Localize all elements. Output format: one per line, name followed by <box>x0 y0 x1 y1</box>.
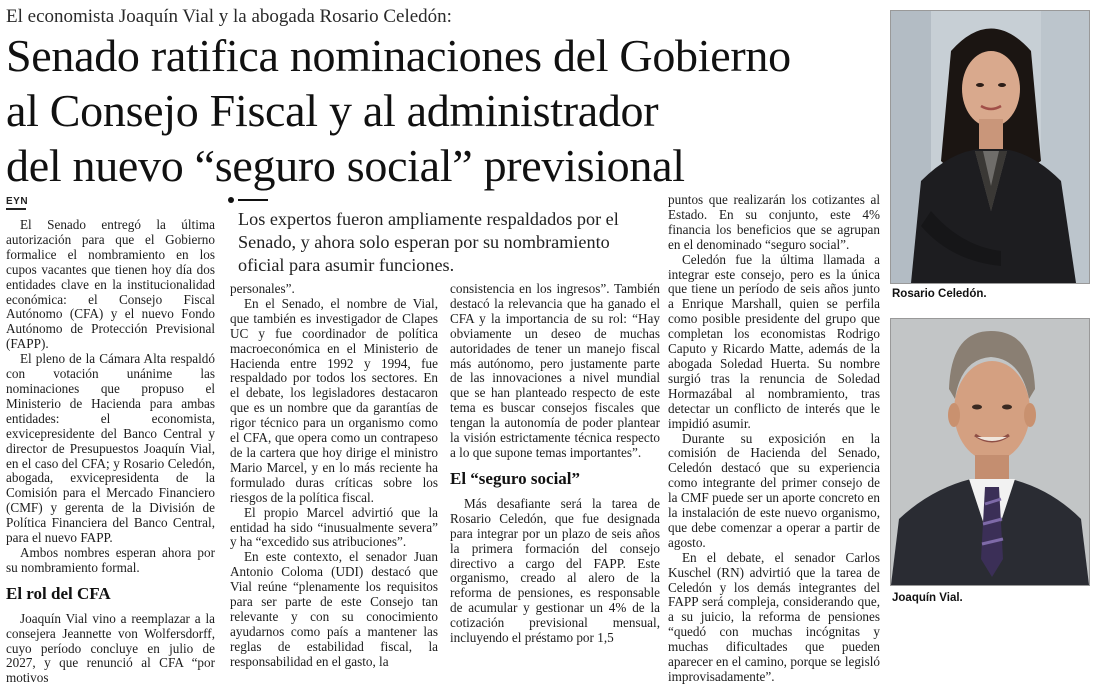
paragraph: En el debate, el senador Carlos Kuschel (RN) advirtió que la tarea de Celedón y los demás integrantes del FAPP será compleja, considerando que, a su juicio, la reforma de pensiones “quedó con muchas incógnitas y muchas dificultades que pueden aparecer en el camino, porque se legisló improvisadamente”. <box>668 549 880 684</box>
photo-caption: Joaquín Vial. <box>892 592 963 604</box>
headline <box>6 28 876 193</box>
byline: EYN <box>6 196 29 207</box>
paragraph: En el Senado, el nombre de Vial, que también es investigador de Clapes UC y fue coordinador de política macroeconómica en el Ministerio de Hacienda entre 1992 y 1994, fue respaldado por todos los sectores. En el debate, los legisladores destacaron que es un nombre que da garantías de rigor técnico para un organismo como el CFA, que opera como un contrapeso de la cartera que hoy dirige el ministro Mario Marcel, y en lo más reciente ha formulado duras críticas sobre los riesgos de la política fiscal. <box>230 295 438 505</box>
deck-rule <box>238 199 268 201</box>
paragraph: Joaquín Vial vino a reemplazar a la consejera Jeannette von Wolfersdorff, cuyo período concluye en julio de 2027, y que renunció al CFA “por motivos <box>6 610 215 686</box>
paragraph: consistencia en los ingresos”. También destacó la relevancia que ha ganado el CFA y la importancia de su rol: “Hay obviamente un deseo de muchas autoridades de tener un manejo fiscal más autónomo, pero justamente parte de las innovaciones a nivel mundial que se han planteado respecto de este tema es buscar consejos fiscales que tengan la autonomía de poder plantear la visión estrictamente técnica respecto a lo que supone temas importantes”. <box>450 281 660 460</box>
paragraph: Celedón fue la última llamada a integrar este consejo, pero es la única que tiene un período de seis años junto a Enrique Marshall, quien se perfila como posible presidente del grupo que completan los economistas Rodrigo Caputo y Ricardo Matte, además de la abogada Soledad Huerta. Su nombre surgió tras la renuncia de Soledad Hormazábal al nombramiento, tras detectar un conflicto de interés que le impidió asumir. <box>668 251 880 431</box>
article-column-4 <box>668 192 880 684</box>
portrait-photo-vial <box>890 318 1090 586</box>
section-heading: El rol del CFA <box>6 583 111 603</box>
headline-line: del nuevo “seguro social” previsional <box>6 140 685 191</box>
portrait-photo-celedon <box>890 10 1090 284</box>
byline-rule <box>6 208 26 210</box>
headline-line: al Consejo Fiscal y al administrador <box>6 85 659 136</box>
portrait-illustration <box>891 319 1089 585</box>
article-column-1 <box>6 217 215 686</box>
paragraph: El Senado entregó la última autorización para que el Gobierno formalice el nombramiento en los cupos vacantes que tienen hoy día dos entidades clave en la institucionalidad económica: el Consejo Fiscal Autónomo (CFA) y el nuevo Fondo Autónomo de Protección Previsional (FAPP). <box>6 217 215 352</box>
photo-caption: Rosario Celedón. <box>892 288 987 300</box>
article-column-3 <box>450 281 660 646</box>
paragraph: Ambos nombres esperan ahora por su nombramiento formal. <box>6 544 215 575</box>
paragraph: Más desafiante será la tarea de Rosario Celedón, que fue designada para integrar por un plazo de seis años la primera formación del consejo directivo a cargo del FAPP. Este organismo, creado al alero de la reforma de pensiones, es responsable de acumular y gestionar un 4% de la cotización previsional mensual, incluyendo el préstamo por 1,5 <box>450 495 660 646</box>
paragraph: En este contexto, el senador Juan Antonio Coloma (UDI) destacó que Vial reúne “plenamente los requisitos para ser parte de este Consejo tan relevante y con su conocimiento ayudarnos como país a mantener las reglas de estabilidad fiscal, la responsabilidad en el gasto, la <box>230 549 438 669</box>
kicker: El economista Joaquín Vial y la abogada Rosario Celedón: <box>6 6 452 27</box>
deck: Los expertos fueron ampliamente respaldados por el Senado, y ahora solo esperan por su nombramiento oficial para asumir funciones. <box>238 209 619 275</box>
deck-bullet <box>228 197 234 203</box>
paragraph: puntos que realizarán los cotizantes al Estado. En su conjunto, este 4% financia los beneficios que se agrupan en el denominado “seguro social”. <box>668 192 880 252</box>
paragraph: personales”. <box>230 281 295 296</box>
portrait-illustration <box>891 11 1089 283</box>
headline-line: Senado ratifica nominaciones del Gobierno <box>6 30 791 81</box>
paragraph: Durante su exposición en la comisión de Hacienda del Senado, Celedón destacó que su experiencia como integrante del primer consejo de la CMF puede ser un aporte concreto en la instalación de este nuevo organismo, que debe comenzar a operar a partir de agosto. <box>668 430 880 550</box>
paragraph: El propio Marcel advirtió que la entidad ha sido “inusualmente severa” y ha “excedido sus atribuciones”. <box>230 504 438 550</box>
section-heading: El “seguro social” <box>450 468 581 488</box>
paragraph: El pleno de la Cámara Alta respaldó con votación unánime las nominaciones que propuso el Ministerio de Hacienda para ambas entidades: el economista, exvicepresidente del Banco Central y director de Presupuestos Joaquín Vial, en el caso del CFA; y Rosario Celedón, abogada, exvicepresidenta de la Comisión para el Mercado Financiero (CMF) y gerenta de la División de Política Financiera del Banco Central, para el nuevo FAPP. <box>6 351 215 546</box>
article-column-2 <box>230 281 438 669</box>
